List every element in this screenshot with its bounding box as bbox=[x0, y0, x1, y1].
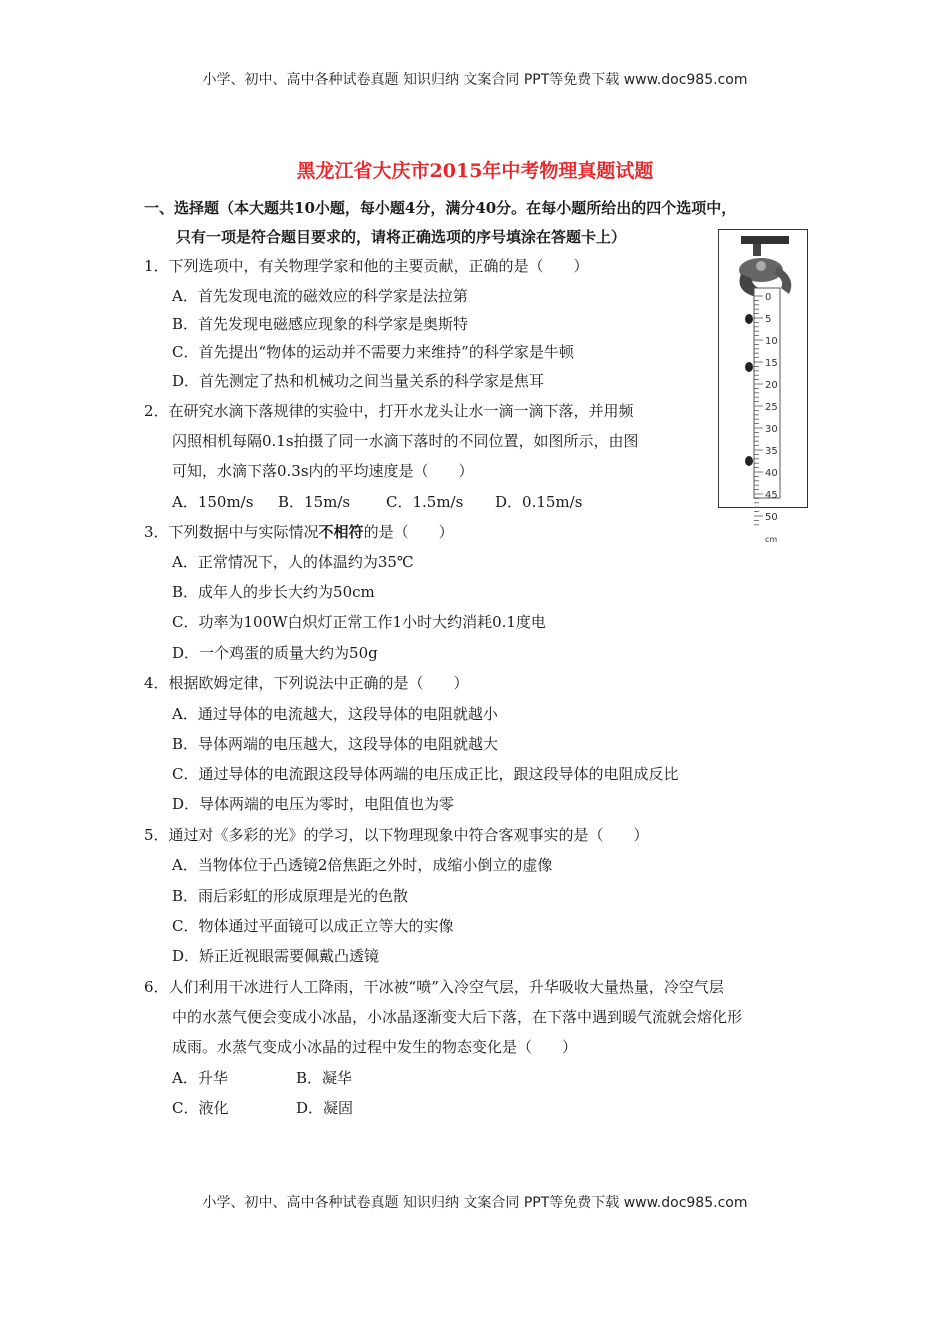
question-2-stem-cont2: 可知，水滴下落0.3s内的平均速度是（ ） bbox=[172, 462, 474, 480]
question-2-option-c: C．1.5m/s bbox=[386, 493, 464, 511]
ruler-label: 15 bbox=[765, 358, 778, 369]
ruler-label: 30 bbox=[765, 424, 778, 435]
question-6-option-b: B．凝华 bbox=[296, 1069, 353, 1087]
water-drop bbox=[745, 456, 753, 466]
question-5-option-c: C．物体通过平面镜可以成正立等大的实像 bbox=[172, 917, 454, 935]
question-2-stem: 2．在研究水滴下落规律的实验中，打开水龙头让水一滴一滴下落，并用频 bbox=[144, 402, 634, 420]
question-3-stem-pre: 3．下列数据中与实际情况 bbox=[144, 523, 319, 541]
question-5-stem: 5．通过对《多彩的光》的学习，以下物理现象中符合客观事实的是（ ） bbox=[144, 826, 649, 844]
exam-title: 黑龙江省大庆市2015年中考物理真题试题 bbox=[296, 160, 654, 182]
question-4-option-d: D．导体两端的电压为零时，电阻值也为零 bbox=[172, 795, 455, 813]
ruler-label: cm bbox=[765, 535, 778, 544]
faucet-icon bbox=[739, 236, 791, 296]
question-6-option-c: C．液化 bbox=[172, 1099, 229, 1117]
question-1-stem: 1．下列选项中，有关物理学家和他的主要贡献，正确的是（ ） bbox=[144, 257, 589, 275]
question-2-stem-cont: 闪照相机每隔0.1s拍摄了同一水滴下落时的不同位置，如图所示，由图 bbox=[172, 432, 639, 450]
question-3-option-c: C．功率为100W白炽灯正常工作1小时大约消耗0.1度电 bbox=[172, 613, 546, 631]
question-1-option-b: B．首先发现电磁感应现象的科学家是奥斯特 bbox=[172, 315, 469, 333]
question-2-option-d: D．0.15m/s bbox=[495, 493, 583, 511]
question-1-option-c: C．首先提出“物体的运动并不需要力来维持”的科学家是牛顿 bbox=[172, 343, 574, 361]
ruler-label: 5 bbox=[765, 314, 772, 325]
question-3-option-a: A．正常情况下，人的体温约为35℃ bbox=[172, 553, 414, 571]
question-3-option-d: D．一个鸡蛋的质量大约为50g bbox=[172, 644, 378, 662]
question-3-stem-emphasis: 不相符 bbox=[318, 523, 364, 541]
question-5-option-d: D．矫正近视眼需要佩戴凸透镜 bbox=[172, 947, 380, 965]
water-drop bbox=[745, 314, 753, 324]
ruler-label: 20 bbox=[765, 380, 778, 391]
question-4-option-a: A．通过导体的电流越大，这段导体的电阻就越小 bbox=[172, 705, 498, 723]
ruler-label: 50 bbox=[765, 512, 778, 523]
question-4-option-b: B．导体两端的电压越大，这段导体的电阻就越大 bbox=[172, 735, 499, 753]
question-6-stem-cont: 中的水蒸气便会变成小冰晶，小冰晶逐渐变大后下落，在下落中遇到暖气流就会熔化形 bbox=[172, 1008, 743, 1026]
question-2-option-b: B．15m/s bbox=[278, 493, 351, 511]
question-1-option-d: D．首先测定了热和机械功之间当量关系的科学家是焦耳 bbox=[172, 372, 545, 390]
question-6-option-d: D．凝固 bbox=[296, 1099, 354, 1117]
ruler-label: 0 bbox=[765, 292, 772, 303]
question-3-stem bbox=[144, 522, 454, 542]
ruler-label: 25 bbox=[765, 402, 778, 413]
question-5-option-b: B．雨后彩虹的形成原理是光的色散 bbox=[172, 887, 409, 905]
ruler-label: 40 bbox=[765, 468, 778, 479]
question-3-option-b: B．成年人的步长大约为50cm bbox=[172, 583, 375, 601]
question-3-stem-post: 的是（ ） bbox=[363, 523, 454, 541]
faucet-ruler-figure bbox=[718, 229, 808, 544]
page-footer: 小学、初中、高中各种试卷真题 知识归纳 文案合同 PPT等免费下载 www.doc985.com bbox=[202, 1195, 748, 1211]
question-4-option-c: C．通过导体的电流跟这段导体两端的电压成正比，跟这段导体的电阻成反比 bbox=[172, 765, 679, 783]
page-header: 小学、初中、高中各种试卷真题 知识归纳 文案合同 PPT等免费下载 www.doc985.com bbox=[202, 72, 748, 88]
ruler-label: 35 bbox=[765, 446, 778, 457]
question-6-option-a: A．升华 bbox=[172, 1069, 228, 1087]
question-6-stem-cont2: 成雨。水蒸气变成小冰晶的过程中发生的物态变化是（ ） bbox=[172, 1038, 578, 1056]
ruler-label: 45 bbox=[765, 490, 778, 501]
question-1-option-a: A．首先发现电流的磁效应的科学家是法拉第 bbox=[172, 287, 468, 305]
water-drop bbox=[745, 362, 753, 372]
question-4-stem: 4．根据欧姆定律，下列说法中正确的是（ ） bbox=[144, 674, 469, 692]
question-6-stem: 6．人们利用干冰进行人工降雨，干冰被“喷”入冷空气层，升华吸收大量热量，冷空气层 bbox=[144, 978, 724, 996]
faucet-ruler-drawing bbox=[719, 230, 809, 544]
section-heading-cont: 只有一项是符合题目要求的，请将正确选项的序号填涂在答题卡上） bbox=[176, 228, 627, 246]
section-heading: 一、选择题（本大题共10小题，每小题4分，满分40分。在每小题所给出的四个选项中， bbox=[144, 199, 737, 217]
question-5-option-a: A．当物体位于凸透镜2倍焦距之外时，成缩小倒立的虚像 bbox=[172, 856, 553, 874]
ruler-label: 10 bbox=[765, 336, 778, 347]
question-2-option-a: A．150m/s bbox=[172, 493, 254, 511]
